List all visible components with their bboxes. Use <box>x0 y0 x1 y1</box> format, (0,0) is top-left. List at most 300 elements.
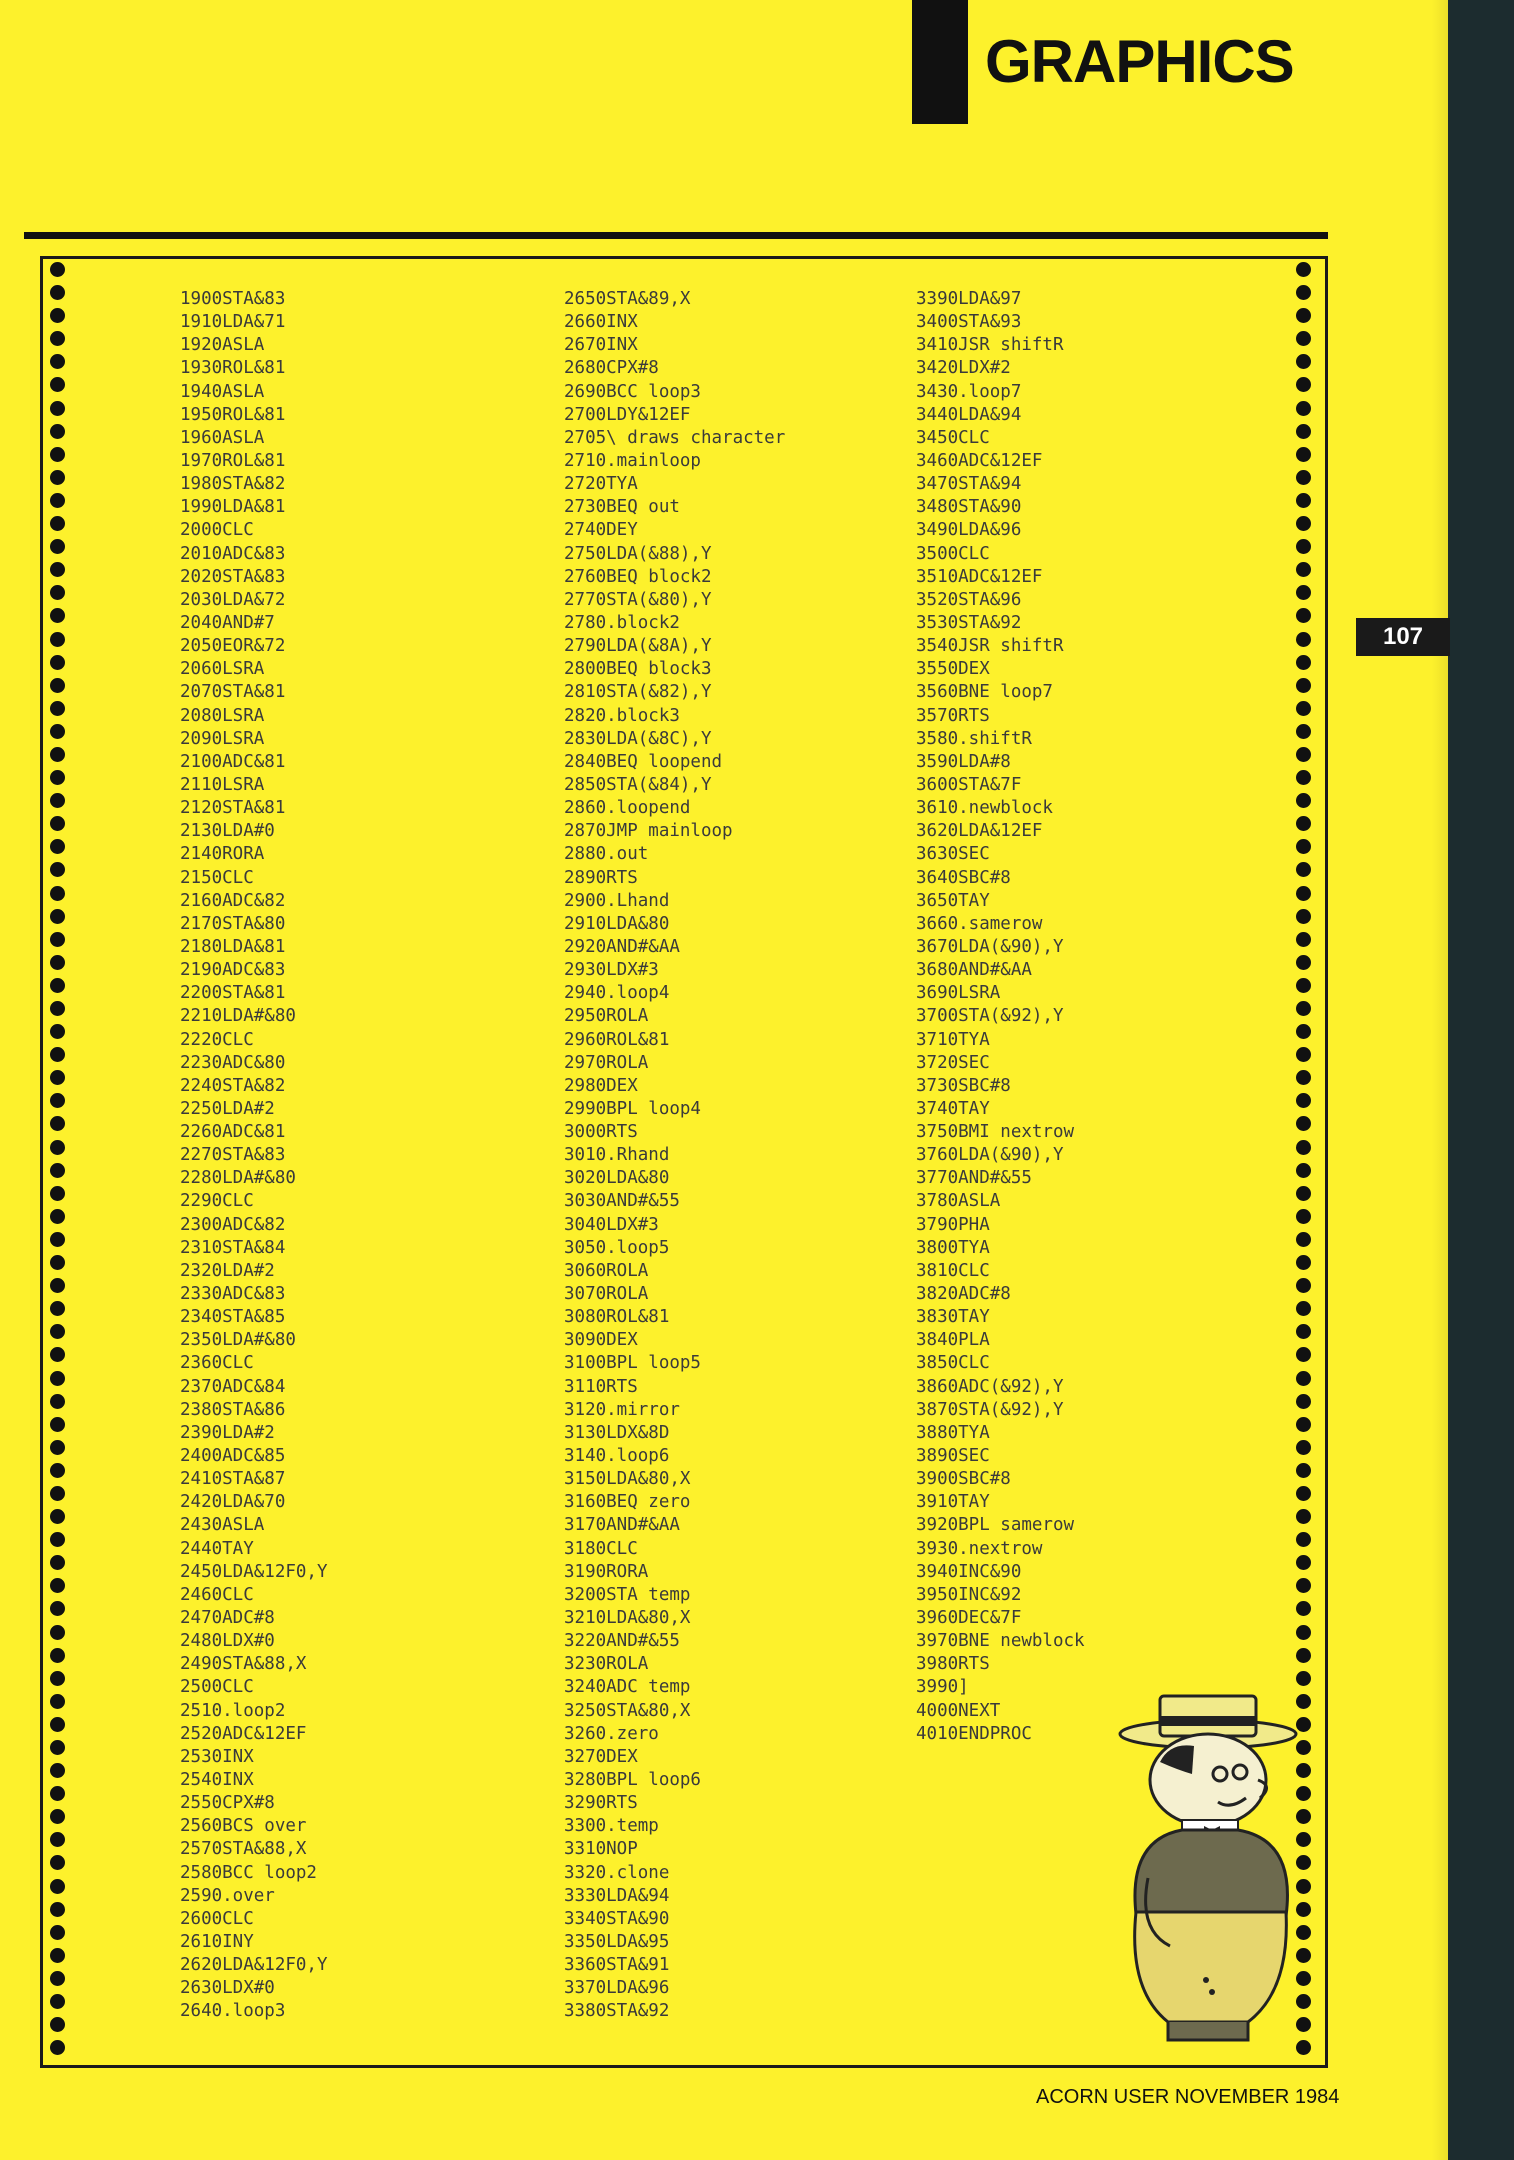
sprocket-hole <box>50 470 65 485</box>
listing-line: 3470STA&94 <box>916 474 1022 495</box>
sprocket-hole <box>50 1694 65 1709</box>
sprocket-hole <box>1296 978 1311 993</box>
sprocket-hole <box>50 562 65 577</box>
listing-line: 2100ADC&81 <box>180 751 286 772</box>
listing-line: 3890SEC <box>916 1446 990 1467</box>
sprocket-hole <box>50 354 65 369</box>
listing-line: 2280LDA#&80 <box>180 1168 296 1189</box>
listing-line: 3000RTS <box>564 1122 638 1143</box>
listing-line: 3080ROL&81 <box>564 1307 670 1328</box>
sprocket-hole <box>50 678 65 693</box>
sprocket-hole <box>1296 1301 1311 1316</box>
listing-line: 2910LDA&80 <box>564 913 670 934</box>
listing-column-2 <box>564 288 785 2024</box>
listing-line: 2270STA&83 <box>180 1145 286 1166</box>
sprocket-hole <box>1296 1116 1311 1131</box>
listing-line: 3070ROLA <box>564 1284 649 1305</box>
listing-line: 3600STA&7F <box>916 774 1022 795</box>
sprocket-hole <box>50 1671 65 1686</box>
sprocket-hole <box>1296 285 1311 300</box>
sprocket-hole <box>50 1555 65 1570</box>
header-black-bar <box>912 0 968 124</box>
listing-line: 3210LDA&80,X <box>564 1608 691 1629</box>
sprocket-hole <box>50 932 65 947</box>
sprocket-hole <box>1296 1024 1311 1039</box>
listing-line: 3340STA&90 <box>564 1908 670 1929</box>
sprocket-hole <box>50 493 65 508</box>
listing-line: 2705\ draws character <box>564 427 786 448</box>
listing-line: 3330LDA&94 <box>564 1885 670 1906</box>
sprocket-hole <box>50 1394 65 1409</box>
listing-line: 2540INX <box>180 1770 254 1790</box>
listing-line: 3730SBC#8 <box>916 1075 1011 1096</box>
listing-line: 3200STA temp <box>564 1584 691 1605</box>
sprocket-hole <box>1296 539 1311 554</box>
sprocket-hole <box>50 1509 65 1524</box>
sprocket-hole <box>1296 678 1311 693</box>
sprocket-hole <box>1296 932 1311 947</box>
listing-column-1 <box>180 288 328 2024</box>
sprocket-hole <box>50 608 65 623</box>
listing-line: 2360CLC <box>180 1353 254 1374</box>
listing-line: 2510.loop2 <box>180 1700 286 1721</box>
listing-line: 3260.zero <box>564 1723 659 1744</box>
listing-line: 2400ADC&85 <box>180 1446 286 1467</box>
listing-line: 2850STA(&84),Y <box>564 774 712 795</box>
sprocket-hole <box>50 1347 65 1362</box>
listing-line: 2770STA(&80),Y <box>564 589 712 610</box>
sprocket-hole <box>1296 632 1311 647</box>
sprocket-hole <box>1296 308 1311 323</box>
section-title: GRAPHICS <box>985 28 1294 95</box>
listing-line: 3930.nextrow <box>916 1538 1043 1559</box>
listing-line: 3860ADC(&92),Y <box>916 1376 1064 1397</box>
listing-line: 3790PHA <box>916 1214 990 1235</box>
listing-line: 2890RTS <box>564 867 638 888</box>
listing-column-3 <box>916 288 1085 1746</box>
listing-line: 3940INC&90 <box>916 1561 1022 1582</box>
listing-line: 3780ASLA <box>916 1191 1001 1212</box>
listing-line: 3880TYA <box>916 1422 990 1443</box>
listing-line: 3710TYA <box>916 1029 990 1050</box>
listing-line: 2450LDA&12F0,Y <box>180 1561 328 1582</box>
sprocket-hole <box>1296 816 1311 831</box>
sprocket-hole <box>1296 839 1311 854</box>
sprocket-hole <box>1296 862 1311 877</box>
listing-line: 2480LDX#0 <box>180 1631 275 1652</box>
sprocket-hole <box>1296 493 1311 508</box>
listing-line: 3850CLC <box>916 1353 990 1374</box>
sprocket-hole <box>50 770 65 785</box>
sprocket-hole <box>50 1648 65 1663</box>
listing-line: 3490LDA&96 <box>916 520 1022 541</box>
cartoon-figure-illustration <box>1108 1690 1308 2050</box>
listing-line: 3510ADC&12EF <box>916 566 1043 587</box>
listing-line: 2780.block2 <box>564 612 680 633</box>
sprocket-hole <box>50 1070 65 1085</box>
listing-line: 1980STA&82 <box>180 474 286 495</box>
listing-line: 3690LSRA <box>916 983 1001 1004</box>
sprocket-hole <box>50 1140 65 1155</box>
listing-line: 2320LDA#2 <box>180 1260 275 1281</box>
listing-line: 3700STA(&92),Y <box>916 1006 1064 1027</box>
sprocket-hole <box>50 1763 65 1778</box>
listing-line: 2110LSRA <box>180 774 265 795</box>
listing-line: 4010ENDPROC <box>916 1723 1032 1744</box>
sprocket-hole <box>50 308 65 323</box>
listing-line: 2840BEQ loopend <box>564 751 723 772</box>
sprocket-hole <box>50 1255 65 1270</box>
sprocket-hole <box>1296 1625 1311 1640</box>
listing-line: 2050EOR&72 <box>180 636 286 657</box>
listing-line: 3840PLA <box>916 1330 990 1351</box>
listing-line: 2410STA&87 <box>180 1469 286 1490</box>
sprocket-hole <box>50 1440 65 1455</box>
sprocket-hole <box>50 424 65 439</box>
listing-line: 3670LDA(&90),Y <box>916 936 1064 957</box>
listing-line: 2300ADC&82 <box>180 1214 286 1235</box>
listing-line: 2340STA&85 <box>180 1307 286 1328</box>
sprocket-hole <box>50 331 65 346</box>
listing-line: 2600CLC <box>180 1908 254 1929</box>
listing-line: 3970BNE newblock <box>916 1631 1085 1652</box>
listing-line: 2690BCC loop3 <box>564 381 701 402</box>
listing-line: 2950ROLA <box>564 1006 649 1027</box>
listing-line: 3180CLC <box>564 1538 638 1559</box>
sprocket-hole <box>1296 886 1311 901</box>
listing-line: 3920BPL samerow <box>916 1515 1075 1536</box>
listing-line: 3530STA&92 <box>916 612 1022 633</box>
sprocket-hole <box>50 1209 65 1224</box>
sprocket-hole <box>50 1324 65 1339</box>
listing-line: 3720SEC <box>916 1052 990 1073</box>
sprocket-hole <box>50 793 65 808</box>
listing-line: 3480STA&90 <box>916 497 1022 518</box>
sprocket-hole <box>1296 1070 1311 1085</box>
sprocket-hole <box>50 816 65 831</box>
sprocket-hole <box>1296 354 1311 369</box>
listing-line: 3450CLC <box>916 427 990 448</box>
listing-line: 2760BEQ block2 <box>564 566 712 587</box>
sprocket-hole <box>50 1116 65 1131</box>
listing-line: 3360STA&91 <box>564 1955 670 1976</box>
listing-line: 3430.loop7 <box>916 381 1022 402</box>
listing-line: 2120STA&81 <box>180 798 286 819</box>
background-edge <box>1448 0 1514 2160</box>
sprocket-hole <box>50 1809 65 1824</box>
listing-line: 3190RORA <box>564 1561 649 1582</box>
sprocket-hole <box>50 1232 65 1247</box>
listing-line: 3220AND#&55 <box>564 1631 680 1652</box>
listing-line: 2960ROL&81 <box>564 1029 670 1050</box>
listing-line: 2260ADC&81 <box>180 1122 286 1143</box>
listing-line: 2200STA&81 <box>180 983 286 1004</box>
listing-line: 2240STA&82 <box>180 1075 286 1096</box>
listing-line: 3990] <box>916 1677 969 1698</box>
listing-line: 3570RTS <box>916 705 990 726</box>
listing-line: 3560BNE loop7 <box>916 682 1053 703</box>
sprocket-hole <box>1296 1209 1311 1224</box>
sprocket-hole <box>1296 1186 1311 1201</box>
listing-line: 1960ASLA <box>180 427 265 448</box>
listing-line: 3150LDA&80,X <box>564 1469 691 1490</box>
listing-line: 1920ASLA <box>180 335 265 356</box>
listing-line: 3870STA(&92),Y <box>916 1399 1064 1420</box>
listing-line: 1940ASLA <box>180 381 265 402</box>
listing-line: 3380STA&92 <box>564 2001 670 2022</box>
listing-line: 3110RTS <box>564 1376 638 1397</box>
listing-line: 3400STA&93 <box>916 312 1022 333</box>
sprocket-hole <box>1296 1371 1311 1386</box>
sprocket-hole <box>1296 1278 1311 1293</box>
listing-line: 2720TYA <box>564 474 638 495</box>
listing-line: 3160BEQ zero <box>564 1492 691 1513</box>
listing-line: 3980RTS <box>916 1654 990 1675</box>
sprocket-hole <box>1296 1047 1311 1062</box>
listing-line: 2650STA&89,X <box>564 289 691 309</box>
listing-line: 3680AND#&AA <box>916 960 1032 981</box>
listing-line: 3660.samerow <box>916 913 1043 934</box>
listing-line: 3300.temp <box>564 1816 659 1837</box>
listing-line: 2500CLC <box>180 1677 254 1698</box>
sprocket-hole <box>50 1948 65 1963</box>
listing-line: 3050.loop5 <box>564 1237 670 1258</box>
listing-line: 2550CPX#8 <box>180 1793 275 1814</box>
listing-line: 2880.out <box>564 844 649 865</box>
listing-line: 3250STA&80,X <box>564 1700 691 1721</box>
listing-line: 3010.Rhand <box>564 1145 670 1166</box>
sprocket-hole <box>50 2040 65 2055</box>
listing-line: 2490STA&88,X <box>180 1654 307 1675</box>
listing-line: 1990LDA&81 <box>180 497 286 518</box>
listing-line: 2010ADC&83 <box>180 543 286 564</box>
listing-line: 1950ROL&81 <box>180 404 286 425</box>
listing-line: 3230ROLA <box>564 1654 649 1675</box>
listing-line: 2830LDA(&8C),Y <box>564 728 712 749</box>
listing-line: 3900SBC#8 <box>916 1469 1011 1490</box>
listing-line: 1930ROL&81 <box>180 358 286 379</box>
listing-line: 2330ADC&83 <box>180 1284 286 1305</box>
listing-line: 3170AND#&AA <box>564 1515 680 1536</box>
sprocket-hole <box>50 1578 65 1593</box>
listing-line: 1970ROL&81 <box>180 450 286 471</box>
listing-line: 2820.block3 <box>564 705 680 726</box>
listing-line: 2660INX <box>564 312 638 333</box>
listing-line: 2800BEQ block3 <box>564 659 712 680</box>
listing-line: 2810STA(&82),Y <box>564 682 712 703</box>
listing-line: 2140RORA <box>180 844 265 865</box>
sprocket-hole <box>1296 1255 1311 1270</box>
header-rule <box>24 232 1328 239</box>
listing-line: 2370ADC&84 <box>180 1376 286 1397</box>
sprocket-hole <box>1296 1417 1311 1432</box>
listing-line: 3140.loop6 <box>564 1446 670 1467</box>
listing-line: 2210LDA#&80 <box>180 1006 296 1027</box>
listing-line: 2080LSRA <box>180 705 265 726</box>
sprocket-hole <box>1296 608 1311 623</box>
sprocket-hole <box>50 1463 65 1478</box>
listing-line: 2620LDA&12F0,Y <box>180 1955 328 1976</box>
listing-line: 2990BPL loop4 <box>564 1098 701 1119</box>
listing-line: 2530INX <box>180 1746 254 1767</box>
sprocket-hole <box>50 747 65 762</box>
sprocket-hole <box>1296 401 1311 416</box>
sprocket-hole <box>1296 1140 1311 1155</box>
sprocket-hole <box>1296 1093 1311 1108</box>
listing-line: 2190ADC&83 <box>180 960 286 981</box>
listing-line: 3100BPL loop5 <box>564 1353 701 1374</box>
listing-line: 2180LDA&81 <box>180 936 286 957</box>
sprocket-hole <box>50 1601 65 1616</box>
listing-line: 2570STA&88,X <box>180 1839 307 1860</box>
sprocket-hole <box>50 1855 65 1870</box>
listing-line: 2740DEY <box>564 520 638 541</box>
sprocket-hole <box>50 955 65 970</box>
sprocket-hole <box>50 1278 65 1293</box>
listing-line: 3550DEX <box>916 659 990 680</box>
listing-line: 3020LDA&80 <box>564 1168 670 1189</box>
listing-line: 3320.clone <box>564 1862 670 1883</box>
sprocket-hole <box>50 632 65 647</box>
listing-line: 3590LDA#8 <box>916 751 1011 772</box>
sprocket-hole <box>50 1971 65 1986</box>
listing-line: 2520ADC&12EF <box>180 1723 307 1744</box>
sprocket-hole <box>50 1532 65 1547</box>
listing-line: 3830TAY <box>916 1307 990 1328</box>
listing-line: 3750BMI nextrow <box>916 1122 1075 1143</box>
sprocket-hole <box>50 1486 65 1501</box>
sprocket-hole <box>1296 1163 1311 1178</box>
sprocket-hole <box>1296 701 1311 716</box>
listing-line: 3030AND#&55 <box>564 1191 680 1212</box>
sprocket-hole <box>50 1879 65 1894</box>
listing-line: 2980DEX <box>564 1075 638 1096</box>
listing-line: 2670INX <box>564 335 638 356</box>
listing-line: 2860.loopend <box>564 798 691 819</box>
sprocket-hole <box>50 909 65 924</box>
listing-line: 3420LDX#2 <box>916 358 1011 379</box>
listing-line: 3540JSR shiftR <box>916 636 1064 657</box>
sprocket-hole <box>1296 516 1311 531</box>
listing-line: 2560BCS over <box>180 1816 307 1837</box>
listing-line: 3350LDA&95 <box>564 1931 670 1952</box>
listing-line: 2000CLC <box>180 520 254 541</box>
sprocket-hole <box>1296 1648 1311 1663</box>
listing-line: 3310NOP <box>564 1839 638 1860</box>
sprocket-hole <box>50 1186 65 1201</box>
listing-line: 3440LDA&94 <box>916 404 1022 425</box>
listing-line: 2310STA&84 <box>180 1237 286 1258</box>
listing-line: 2580BCC loop2 <box>180 1862 317 1883</box>
listing-line: 2900.Lhand <box>564 890 670 911</box>
listing-line: 2920AND#&AA <box>564 936 680 957</box>
listing-line: 2940.loop4 <box>564 983 670 1004</box>
sprocket-hole <box>50 516 65 531</box>
listing-line: 2440TAY <box>180 1538 254 1559</box>
sprocket-hole <box>1296 1671 1311 1686</box>
sprocket-hole <box>50 1047 65 1062</box>
sprocket-hole <box>50 1371 65 1386</box>
sprocket-hole <box>1296 1324 1311 1339</box>
listing-line: 2420LDA&70 <box>180 1492 286 1513</box>
listing-line: 2430ASLA <box>180 1515 265 1536</box>
listing-line: 3500CLC <box>916 543 990 564</box>
listing-line: 3810CLC <box>916 1260 990 1281</box>
sprocket-hole <box>1296 793 1311 808</box>
sprocket-hole <box>1296 1394 1311 1409</box>
sprocket-hole <box>1296 1486 1311 1501</box>
sprocket-hole <box>1296 262 1311 277</box>
listing-line: 2020STA&83 <box>180 566 286 587</box>
listing-line: 2970ROLA <box>564 1052 649 1073</box>
sprocket-hole <box>50 285 65 300</box>
sprocket-hole <box>50 701 65 716</box>
sprocket-hole <box>1296 1532 1311 1547</box>
sprocket-hole <box>1296 655 1311 670</box>
sprocket-hole <box>1296 1463 1311 1478</box>
sprocket-hole <box>1296 331 1311 346</box>
listing-line: 3270DEX <box>564 1746 638 1767</box>
listing-line: 3760LDA(&90),Y <box>916 1145 1064 1166</box>
listing-line: 2790LDA(&8A),Y <box>564 636 712 657</box>
sprocket-hole <box>1296 562 1311 577</box>
listing-line: 2030LDA&72 <box>180 589 286 610</box>
sprocket-hole <box>50 978 65 993</box>
listing-line: 3240ADC temp <box>564 1677 691 1698</box>
sprocket-hole <box>50 377 65 392</box>
sprocket-hole <box>1296 1347 1311 1362</box>
sprocket-hole <box>1296 470 1311 485</box>
sprocket-hole <box>50 862 65 877</box>
listing-line: 4000NEXT <box>916 1700 1001 1721</box>
sprocket-hole <box>1296 909 1311 924</box>
listing-line: 3390LDA&97 <box>916 289 1022 309</box>
listing-line: 3770AND#&55 <box>916 1168 1032 1189</box>
sprocket-hole <box>50 1740 65 1755</box>
sprocket-hole <box>50 724 65 739</box>
sprocket-hole <box>50 539 65 554</box>
sprocket-hole <box>1296 377 1311 392</box>
listing-line: 1900STA&83 <box>180 289 286 309</box>
listing-line: 2090LSRA <box>180 728 265 749</box>
listing-line: 3410JSR shiftR <box>916 335 1064 356</box>
listing-line: 2060LSRA <box>180 659 265 680</box>
listing-line: 3740TAY <box>916 1098 990 1119</box>
sprocket-hole <box>1296 424 1311 439</box>
listing-line: 2630LDX#0 <box>180 1978 275 1999</box>
listing-line: 2470ADC#8 <box>180 1608 275 1629</box>
sprocket-hole <box>50 1717 65 1732</box>
sprocket-hole <box>50 655 65 670</box>
sprocket-hole <box>1296 955 1311 970</box>
sprocket-hole <box>50 1832 65 1847</box>
listing-line: 2380STA&86 <box>180 1399 286 1420</box>
listing-line: 3630SEC <box>916 844 990 865</box>
sprocket-hole <box>1296 1601 1311 1616</box>
sprocket-hole <box>50 1625 65 1640</box>
listing-line: 1910LDA&71 <box>180 312 286 333</box>
page-number-tab: 107 <box>1356 618 1450 656</box>
listing-line: 2930LDX#3 <box>564 960 659 981</box>
listing-line: 2590.over <box>180 1885 275 1906</box>
sprocket-hole <box>50 585 65 600</box>
sprocket-hole <box>1296 1232 1311 1247</box>
listing-line: 3130LDX&8D <box>564 1422 670 1443</box>
listing-line: 2150CLC <box>180 867 254 888</box>
listing-line: 2460CLC <box>180 1584 254 1605</box>
listing-line: 2170STA&80 <box>180 913 286 934</box>
listing-line: 3060ROLA <box>564 1260 649 1281</box>
